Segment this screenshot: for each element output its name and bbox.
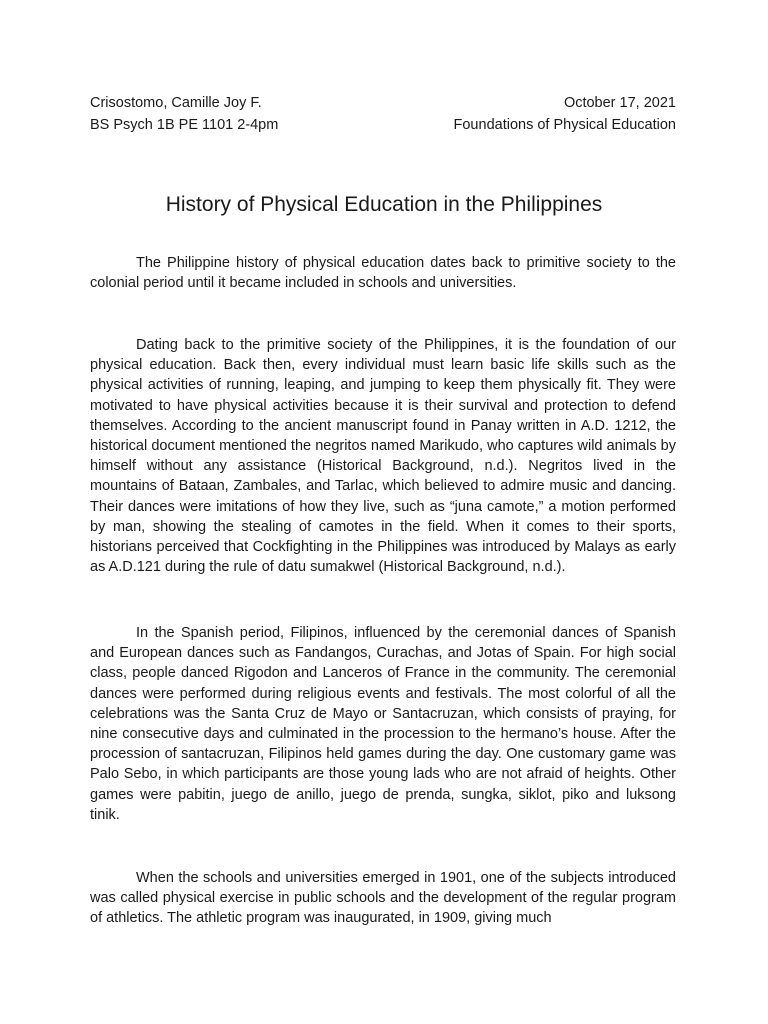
course-section: BS Psych 1B PE 1101 2-4pm [90,117,279,133]
header-row-1 [90,94,676,112]
paragraph-spanish-period: In the Spanish period, Filipinos, influenced by the ceremonial dances of Spanish and European dances such as Fandangos, Curachas, and Jotas of Spain. For high social class, people danced Rigodon and Lanceros of France in the community. The ceremonial dances were performed during religious events and festivals. The most colorful of all the celebrations was the Santa Cruz de Mayo or Santacruzan, which consists of praying, for nine consecutive days and culminated in the procession to the hermano’s house. After the procession of santacruzan, Filipinos held games during the day. One customary game was Palo Sebo, in which participants are those young lads who are not afraid of heights. Other games were pabitin, juego de anillo, juego de prenda, sungka, siklot, piko and luksong tinik. [90,625,676,823]
paragraph-primitive-society: Dating back to the primitive society of the Philippines, it is the foundation of our physical education. Back then, every individual must learn basic life skills such as the physical activities of running, leaping, and jumping to keep them physically fit. They were motivated to have physical activities because it is their survival and protection to defend themselves. According to the ancient manuscript found in Panay written in A.D. 1212, the historical document mentioned the negritos named Marikudo, who captures wild animals by himself without any assistance (Historical Background, n.d.). Negritos lived in the mountains of Bataan, Zambales, and Tarlac, which believed to admire music and dancing. Their dances were imitations of how they live, such as “juna camote,” a motion performed by man, showing the stealing of camotes in the field. When it comes to their sports, historians perceived that Cockfighting in the Philippines was introduced by Malays as early as A.D.121 during the rule of datu sumakwel (Historical Background, n.d.). [90,337,676,576]
paragraph-intro: The Philippine history of physical education dates back to primitive society to the colonial period until it became included in schools and universities. [90,255,676,292]
header-row-2 [90,116,676,134]
paragraph-schools-universities: When the schools and universities emerged in 1901, one of the subjects introduced was called physical exercise in public schools and the development of the regular program of athletics. The athletic program was inaugurated, in 1909, giving much [90,870,676,927]
student-name: Crisostomo, Camille Joy F. [90,95,262,111]
document-title: History of Physical Education in the Philippines [165,193,603,216]
subject-name: Foundations of Physical Education [453,117,676,133]
document-date: October 17, 2021 [563,95,676,111]
